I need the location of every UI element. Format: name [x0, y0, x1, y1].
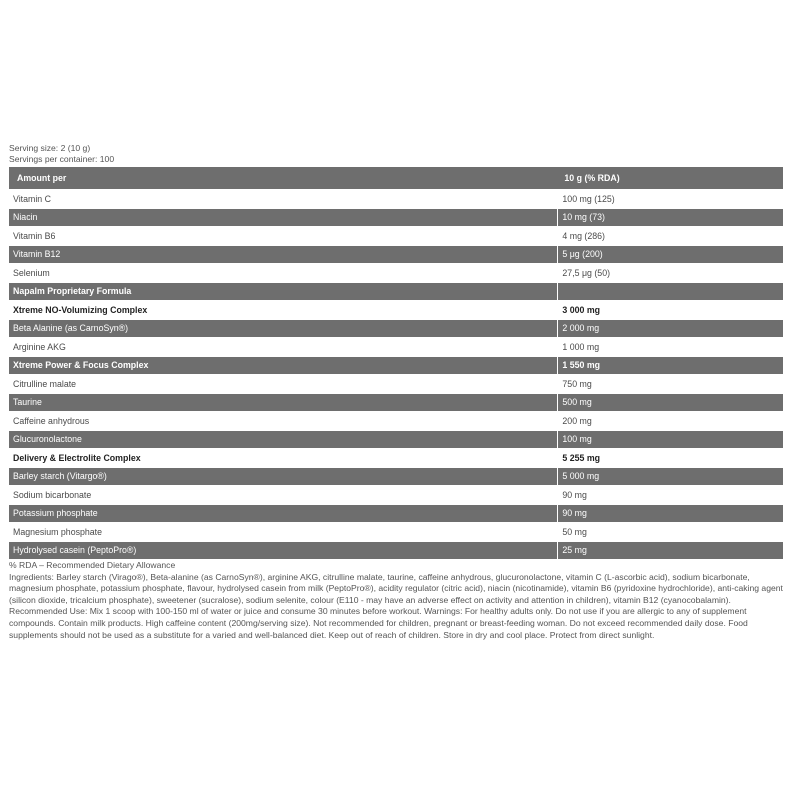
- nutrient-name: Beta Alanine (as CarnoSyn®): [9, 320, 558, 338]
- nutrient-value: 10 mg (73): [558, 209, 783, 227]
- nutrient-name: Sodium bicarbonate: [9, 486, 558, 504]
- nutrient-name: Vitamin B12: [9, 246, 558, 264]
- nutrient-value: 5 μg (200): [558, 246, 783, 264]
- nutrient-name: Niacin: [9, 209, 558, 227]
- ingredients-text: Ingredients: Barley starch (Virago®), Beta-alanine (as CarnoSyn®), arginine AKG, citrulline malate, taurine, caffeine anhydrous, glucuronolactone, vitamin C (L-ascorbic acid), sodium bicarbonate, magnesium phosphate, potassium phosphate, flavour, hydrolysed casein from milk (PeptoPro®), acidity regulator (citric acid), niacin (nicotinamide), vitamin B6 (pyridoxine hydrochloride), anti-caking agent (silicon dioxide, tricalcium phosphate), sweetener (sucralose), sodium selenite, colour (E110 - may have an adverse effect on activity and attention in children), vitamin B12 (cyanocobalamin). Recommended Use: Mix 1 scoop with 100-150 ml of water or juice and consume 30 minutes before workout. Warnings: For healthy adults only. Do not use if you are allergic to any of supplement compounds. Contain milk products. High caffeine content (200mg/serving size). Not recommended for children, pregnant or breast-feeding woman. Do not exceed recommended daily dose. Food supplements should not be used as a substitute for a varied and well-balanced diet. Keep out of reach of children. Store in dry and cool place. Protect from direct sunlight.: [9, 571, 783, 640]
- nutrient-value: 90 mg: [558, 505, 783, 523]
- nutrient-name: Vitamin C: [9, 190, 558, 208]
- nutrient-name: Hydrolysed casein (PeptoPro®): [9, 542, 558, 560]
- nutrient-name: Potassium phosphate: [9, 505, 558, 523]
- nutrient-value: 3 000 mg: [558, 301, 783, 319]
- header-amount-per: Amount per: [9, 167, 558, 189]
- nutrient-name: Xtreme NO-Volumizing Complex: [9, 301, 558, 319]
- table-row: [9, 468, 783, 486]
- nutrient-value: 1 000 mg: [558, 338, 783, 356]
- nutrient-value: 1 550 mg: [558, 357, 783, 375]
- nutrient-value: 100 mg: [558, 431, 783, 449]
- table-row: [9, 449, 783, 467]
- nutrient-value: 50 mg: [558, 523, 783, 541]
- nutrient-name: Napalm Proprietary Formula: [9, 283, 558, 301]
- nutrient-value: 200 mg: [558, 412, 783, 430]
- table-row: [9, 542, 783, 560]
- table-row: [9, 320, 783, 338]
- table-row: [9, 394, 783, 412]
- nutrient-name: Barley starch (Vitargo®): [9, 468, 558, 486]
- header-serving: 10 g (% RDA): [558, 167, 783, 189]
- table-row: [9, 301, 783, 319]
- nutrient-value: 27,5 μg (50): [558, 264, 783, 282]
- nutrient-name: Taurine: [9, 394, 558, 412]
- table-row: [9, 190, 783, 208]
- nutrient-name: Vitamin B6: [9, 227, 558, 245]
- table-row: [9, 431, 783, 449]
- nutrient-value: 750 mg: [558, 375, 783, 393]
- nutrient-name: Delivery & Electrolite Complex: [9, 449, 558, 467]
- nutrient-name: Xtreme Power & Focus Complex: [9, 357, 558, 375]
- nutrient-name: Glucuronolactone: [9, 431, 558, 449]
- nutrient-value: 90 mg: [558, 486, 783, 504]
- servings-per-container: Servings per container: 100: [9, 154, 115, 164]
- nutrition-table: [9, 166, 783, 560]
- nutrient-value: 5 255 mg: [558, 449, 783, 467]
- table-row: [9, 375, 783, 393]
- table-header: [9, 167, 783, 189]
- nutrient-value: [558, 283, 783, 301]
- nutrition-facts: [9, 143, 783, 641]
- rda-note: % RDA – Recommended Dietary Allowance: [9, 560, 176, 570]
- nutrient-value: 500 mg: [558, 394, 783, 412]
- table-row: [9, 486, 783, 504]
- table-row: [9, 209, 783, 227]
- table-row: [9, 246, 783, 264]
- serving-size: Serving size: 2 (10 g): [9, 143, 91, 153]
- table-row: [9, 505, 783, 523]
- footer-text: [9, 560, 783, 641]
- table-row: [9, 412, 783, 430]
- nutrient-value: 100 mg (125): [558, 190, 783, 208]
- nutrient-value: 4 mg (286): [558, 227, 783, 245]
- table-row: [9, 264, 783, 282]
- nutrient-value: 25 mg: [558, 542, 783, 560]
- nutrient-value: 5 000 mg: [558, 468, 783, 486]
- table-row: [9, 227, 783, 245]
- table-row: [9, 338, 783, 356]
- nutrient-name: Citrulline malate: [9, 375, 558, 393]
- nutrient-name: Magnesium phosphate: [9, 523, 558, 541]
- nutrient-value: 2 000 mg: [558, 320, 783, 338]
- table-row: [9, 283, 783, 301]
- table-row: [9, 357, 783, 375]
- table-row: [9, 523, 783, 541]
- nutrient-name: Caffeine anhydrous: [9, 412, 558, 430]
- nutrient-name: Selenium: [9, 264, 558, 282]
- nutrient-name: Arginine AKG: [9, 338, 558, 356]
